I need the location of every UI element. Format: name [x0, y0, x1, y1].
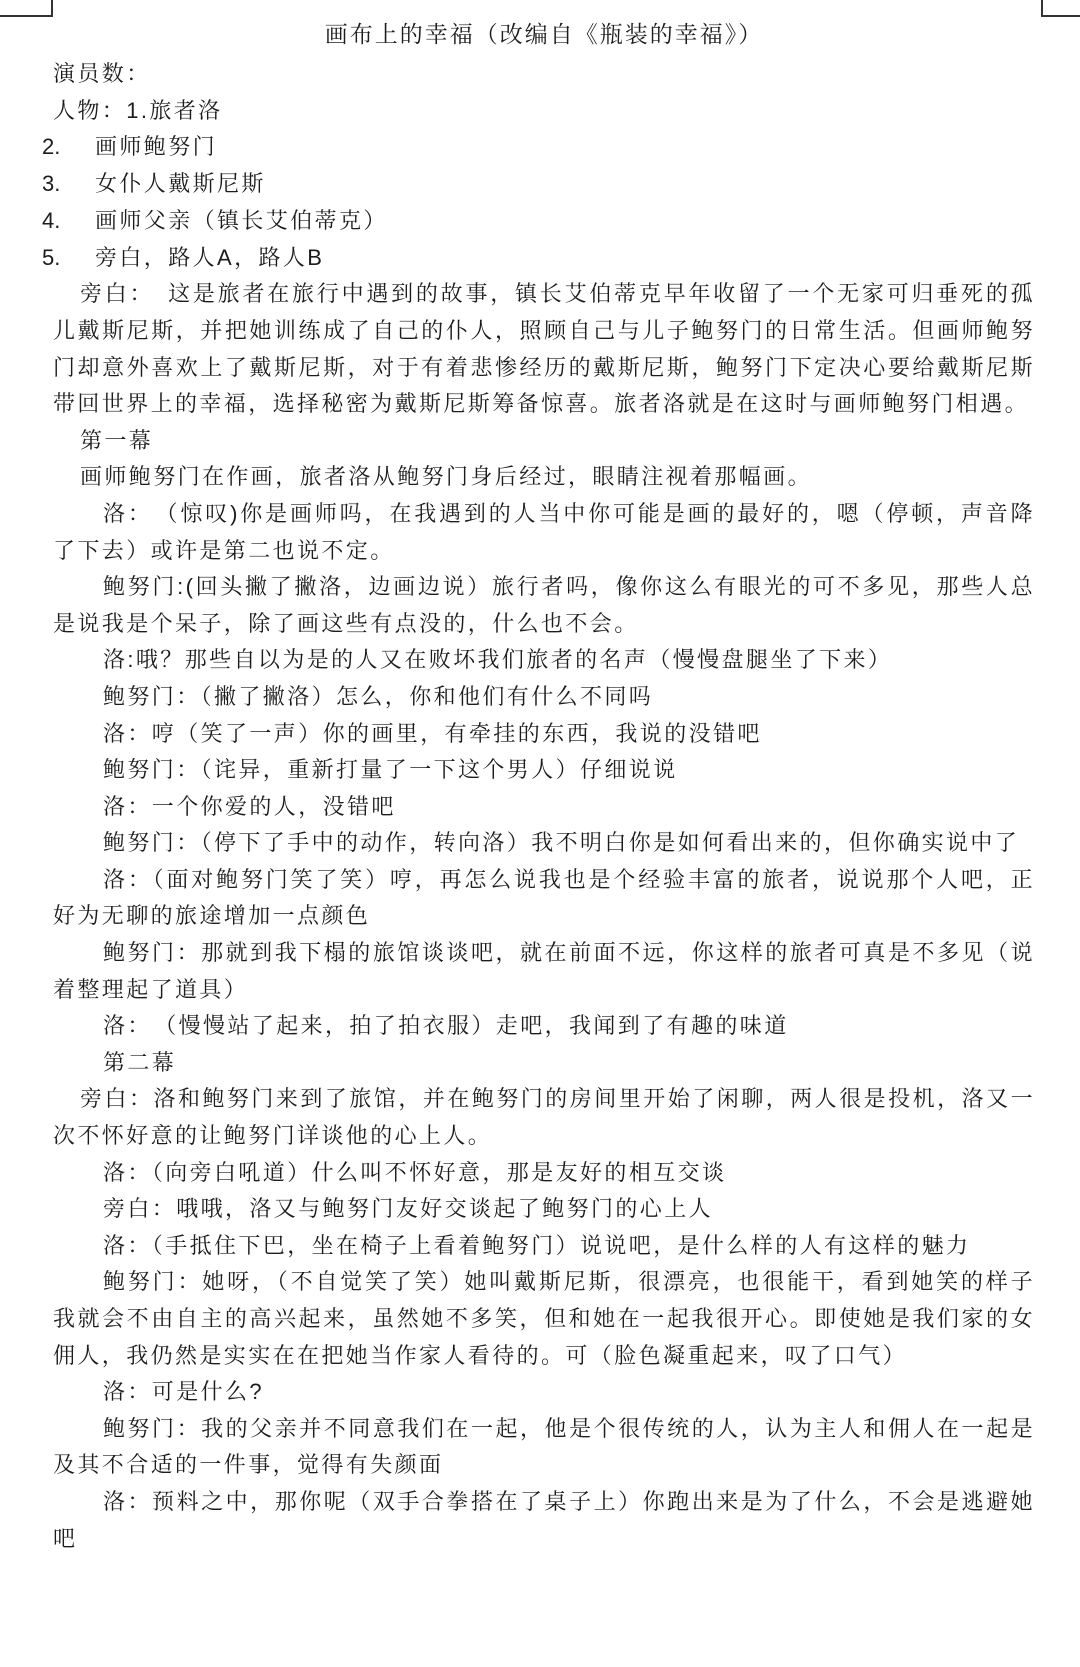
- cast-count-label: 演员数：: [53, 61, 151, 86]
- dialogue-line: 洛：哼（笑了一声）你的画里，有牵挂的东西，我说的没错吧: [103, 720, 762, 746]
- cast-list-item: [42, 166, 1035, 203]
- cast-item-text: 女仆人戴斯尼斯: [95, 170, 266, 196]
- cast-item-text: 画师父亲（镇长艾伯蒂克）: [95, 207, 388, 233]
- cast-list-item: [42, 203, 1035, 240]
- cast-item-number: 3.: [42, 170, 61, 196]
- dialogue-line: 旁白：哦哦，洛又与鲍努门友好交谈起了鲍努门的心上人: [103, 1196, 714, 1222]
- cast-item-text: 画师鲍努门: [95, 134, 218, 160]
- document-title: 画布上的幸福（改编自《瓶装的幸福》）: [324, 21, 764, 47]
- cast-list-item: [42, 129, 1035, 166]
- dialogue-line: 鲍努门：（撇了撇洛）怎么，你和他们有什么不同吗: [103, 683, 654, 709]
- document-content: [42, 16, 1035, 1557]
- crop-mark-top-left-vertical: [51, 0, 53, 16]
- dialogue-line: 鲍努门:(回头撇了撇洛，边画边说）旅行者吗，像你这么有眼光的可不多见，那些人总是说我是个呆子，除了画这些有点没的，什么也不会。: [53, 574, 1035, 636]
- dialogue-line: 洛： （慢慢站了起来，拍了拍衣服）走吧，我闻到了有趣的味道: [103, 1013, 789, 1039]
- scene-heading-act-2: 第二幕: [103, 1049, 177, 1075]
- dialogue-line: 鲍努门：那就到我下榻的旅馆谈谈吧，就在前面不远，你这样的旅者可真是不多见（说着整理起了道具）: [53, 940, 1035, 1002]
- cast-item-text: 旁白，路人A，路人B: [95, 244, 325, 270]
- narration-paragraph: 旁白：洛和鲍努门来到了旅馆，并在鲍努门的房间里开始了闲聊，两人很是投机，洛又一次不怀好意的让鲍努门详谈他的心上人。: [53, 1086, 1035, 1149]
- dialogue-line: 洛：（向旁白吼道）什么叫不怀好意，那是友好的相互交谈: [103, 1159, 727, 1185]
- dialogue-line: 鲍努门：（停下了手中的动作，转向洛）我不明白你是如何看出来的，但你确实说中了: [103, 830, 1020, 856]
- crop-mark-top-right-horizontal: [1041, 15, 1080, 17]
- dialogue-line: 洛： （惊叹)你是画师吗，在我遇到的人当中你可能是画的最好的，嗯（停顿，声音降了下去）或许是第二也说不定。: [53, 500, 1035, 563]
- dialogue-line: 鲍努门：（诧异，重新打量了一下这个男人）仔细说说: [103, 757, 678, 783]
- dialogue-line: 洛:哦？那些自以为是的人又在败坏我们旅者的名声（慢慢盘腿坐了下来）: [103, 647, 893, 673]
- dialogue-line: 鲍努门：我的父亲并不同意我们在一起，他是个很传统的人，认为主人和佣人在一起是及其不合适的一件事，觉得有失颜面: [53, 1415, 1035, 1478]
- cast-list-item: [42, 240, 1035, 277]
- cast-item-number: 5.: [42, 244, 61, 270]
- dialogue-line: 洛：一个你爱的人，没错吧: [103, 793, 396, 819]
- crop-mark-top-left-horizontal: [0, 15, 53, 17]
- cast-item-number: 2.: [42, 134, 61, 160]
- crop-mark-top-right-vertical: [1041, 0, 1043, 16]
- dialogue-line: 鲍努门：她呀，（不自觉笑了笑）她叫戴斯尼斯，很漂亮，也很能干，看到她笑的样子我就会不由自主的高兴起来，虽然她不多笑，但和她在一起我很开心。即使她是我们家的女佣人，我仍然是实实在在把她当作家人看待的。可（脸色凝重起来，叹了口气）: [53, 1269, 1035, 1368]
- dialogue-line: 洛：预料之中，那你呢（双手合拳搭在了桌子上）你跑出来是为了什么，不会是逃避她吧: [53, 1488, 1035, 1551]
- narration-paragraph: 旁白： 这是旅者在旅行中遇到的故事，镇长艾伯蒂克早年收留了一个无家可归垂死的孤儿戴斯尼斯，并把她训练成了自己的仆人，照顾自己与儿子鲍努门的日常生活。但画师鲍努门却意外喜欢上了戴斯尼斯，对于有着悲惨经历的戴斯尼斯，鲍努门下定决心要给戴斯尼斯带回世界上的幸福，选择秘密为戴斯尼斯筹备惊喜。旅者洛就是在这时与画师鲍努门相遇。: [53, 281, 1035, 417]
- dialogue-line: 洛：可是什么?: [103, 1379, 265, 1405]
- cast-roles-line: 人物：1.旅者洛: [53, 97, 223, 123]
- dialogue-line: 洛：（面对鲍努门笑了笑）哼，再怎么说我也是个经验丰富的旅者，说说那个人吧，正好为无聊的旅途增加一点颜色: [53, 866, 1035, 929]
- stage-direction: 画师鲍努门在作画，旅者洛从鲍努门身后经过，眼睛注视着那幅画。: [80, 464, 813, 490]
- dialogue-line: 洛：（手抵住下巴，坐在椅子上看着鲍努门）说说吧，是什么样的人有这样的魅力: [103, 1232, 971, 1258]
- scene-heading-act-1: 第一幕: [80, 427, 154, 453]
- cast-item-number: 4.: [42, 207, 61, 233]
